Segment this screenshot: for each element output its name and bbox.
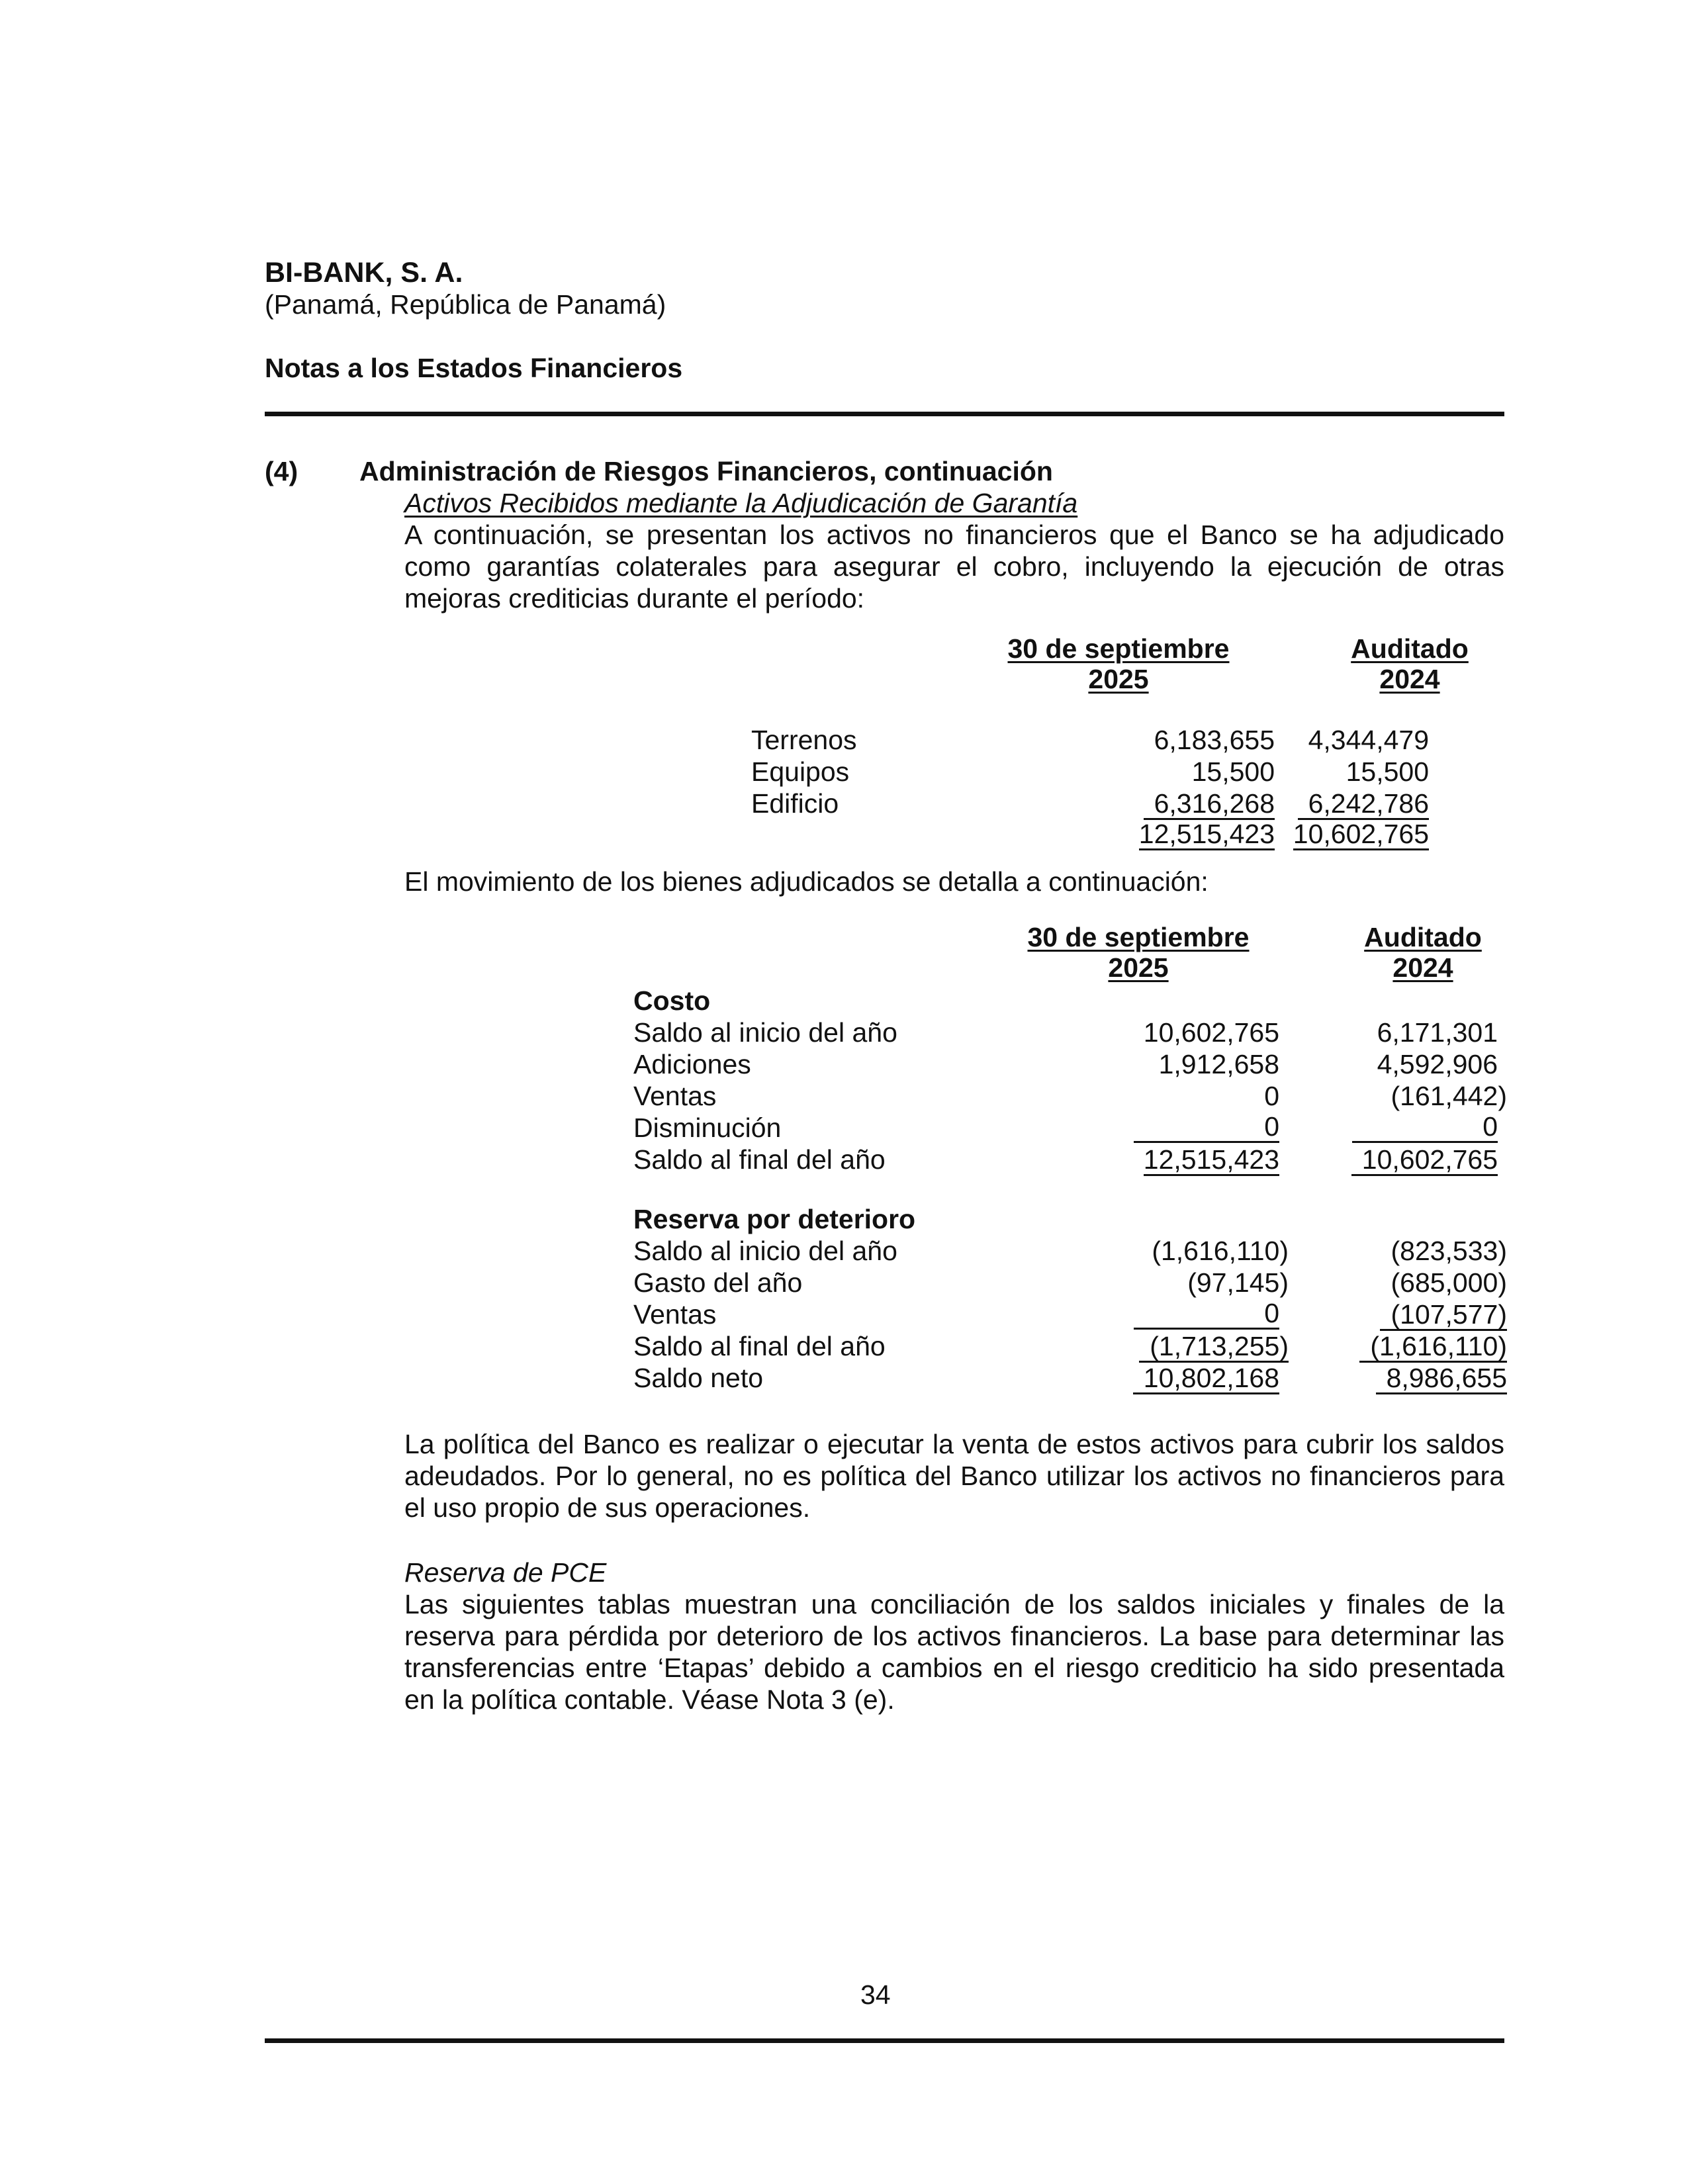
costo-row-value-2024: 4,592,906	[1377, 1049, 1498, 1079]
reserva-row-label: Ventas	[633, 1299, 717, 1330]
reserva-row-value-2024: (685,000)	[1391, 1267, 1507, 1298]
table1-row-label: Terrenos	[751, 725, 857, 755]
costo-row-value-2025: 10,602,765	[1143, 1017, 1279, 1048]
company-name: BI-BANK, S. A.	[265, 257, 463, 289]
table2-col2-header-line1: Auditado	[1364, 922, 1482, 952]
header-rule	[265, 412, 1504, 416]
costo-row-label: Saldo al inicio del año	[633, 1017, 897, 1048]
reserva-row-value-2024: (1,616,110)	[1359, 1332, 1507, 1363]
table2-col2-header-line2: 2024	[1392, 952, 1453, 983]
table1-total-2024: 10,602,765	[1293, 819, 1429, 849]
reserva-row-value-2024: (107,577)	[1380, 1300, 1507, 1331]
table1-row-value-2024: 4,344,479	[1308, 725, 1429, 755]
table2-col1-header-line1: 30 de septiembre	[1027, 922, 1250, 952]
costo-row-value-2025: 1,912,658	[1158, 1049, 1279, 1079]
reserva-row-value-2025: (1,616,110)	[1152, 1236, 1289, 1266]
reserva-row-label: Saldo al final del año	[633, 1331, 886, 1361]
costo-row-label: Adiciones	[633, 1049, 751, 1079]
table2-col1-header-line2: 2025	[1108, 952, 1169, 983]
saldo-neto-2025: 10,802,168	[1133, 1363, 1279, 1394]
table1-col2-header-line1: Auditado	[1351, 633, 1469, 664]
table1-col1-header-line2: 2025	[1088, 664, 1149, 694]
policy-paragraph: La política del Banco es realizar o ejecutar la venta de estos activos para cubrir los saldos adeudados. Por lo general, no es política del Banco utilizar los activos no financieros para el uso propio de sus operaciones.	[404, 1429, 1504, 1523]
footer-rule	[265, 2038, 1504, 2043]
reserva-row-value-2025: (1,713,255)	[1139, 1332, 1289, 1363]
reserva-heading: Reserva por deterioro	[633, 1204, 916, 1234]
costo-row-value-2024: (161,442)	[1391, 1081, 1507, 1111]
table1-row-value-2025: 6,183,655	[1154, 725, 1275, 755]
table1-row-label: Equipos	[751, 756, 850, 787]
reserva-row-value-2025: 0	[1134, 1298, 1279, 1330]
section-number: (4)	[265, 456, 298, 486]
costo-row-value-2025: 12,515,423	[1143, 1144, 1279, 1175]
pce-title: Reserva de PCE	[404, 1557, 607, 1588]
table1-col1-header-line1: 30 de septiembre	[1007, 633, 1230, 664]
saldo-neto-2024: 8,986,655	[1376, 1363, 1507, 1394]
reserva-row-label: Saldo neto	[633, 1363, 764, 1393]
costo-heading: Costo	[633, 985, 711, 1016]
costo-row-value-2024: 0	[1352, 1112, 1498, 1143]
reserva-row-value-2025: (97,145)	[1187, 1267, 1289, 1298]
table1-row-label: Edificio	[751, 788, 839, 819]
table1-total-2025: 12,515,423	[1138, 819, 1275, 849]
costo-row-value-2024: 10,602,765	[1351, 1145, 1498, 1176]
section-title: Administración de Riesgos Financieros, continuación	[359, 456, 1053, 486]
pce-paragraph: Las siguientes tablas muestran una conciliación de los saldos iniciales y finales de la reserva para pérdida por deterioro de los activos financieros. La base para determinar las transferencias entre ‘Etapas’ debido a cambios en el riesgo crediticio ha sido presentada en la política contable. Véase Nota 3 (e).	[404, 1589, 1504, 1715]
reserva-row-label: Gasto del año	[633, 1267, 803, 1298]
table1-col2-header-line2: 2024	[1379, 664, 1440, 694]
reserva-row-value-2024: (823,533)	[1391, 1236, 1507, 1266]
costo-row-label: Ventas	[633, 1081, 717, 1111]
costo-row-value-2025: 0	[1134, 1112, 1279, 1143]
intro-paragraph: A continuación, se presentan los activos no financieros que el Banco se ha adjudicado como garantías colaterales para asegurar el cobro, incluyendo la ejecución de otras mejoras crediticias durante el período:	[404, 520, 1504, 614]
page-number: 34	[860, 1979, 891, 2010]
costo-row-value-2025: 0	[1264, 1081, 1279, 1111]
document-title: Notas a los Estados Financieros	[265, 353, 683, 383]
company-location: (Panamá, República de Panamá)	[265, 289, 666, 320]
table1-row-value-2025: 6,316,268	[1144, 789, 1275, 820]
table1-row-value-2024: 15,500	[1346, 756, 1429, 787]
costo-row-label: Saldo al final del año	[633, 1144, 886, 1175]
movement-intro: El movimiento de los bienes adjudicados se detalla a continuación:	[404, 866, 1209, 897]
section-subtitle: Activos Recibidos mediante la Adjudicación de Garantía	[404, 488, 1078, 518]
table1-row-value-2024: 6,242,786	[1298, 789, 1429, 820]
reserva-row-label: Saldo al inicio del año	[633, 1236, 897, 1266]
costo-row-value-2024: 6,171,301	[1377, 1017, 1498, 1048]
costo-row-label: Disminución	[633, 1113, 782, 1143]
table1-row-value-2025: 15,500	[1191, 756, 1275, 787]
